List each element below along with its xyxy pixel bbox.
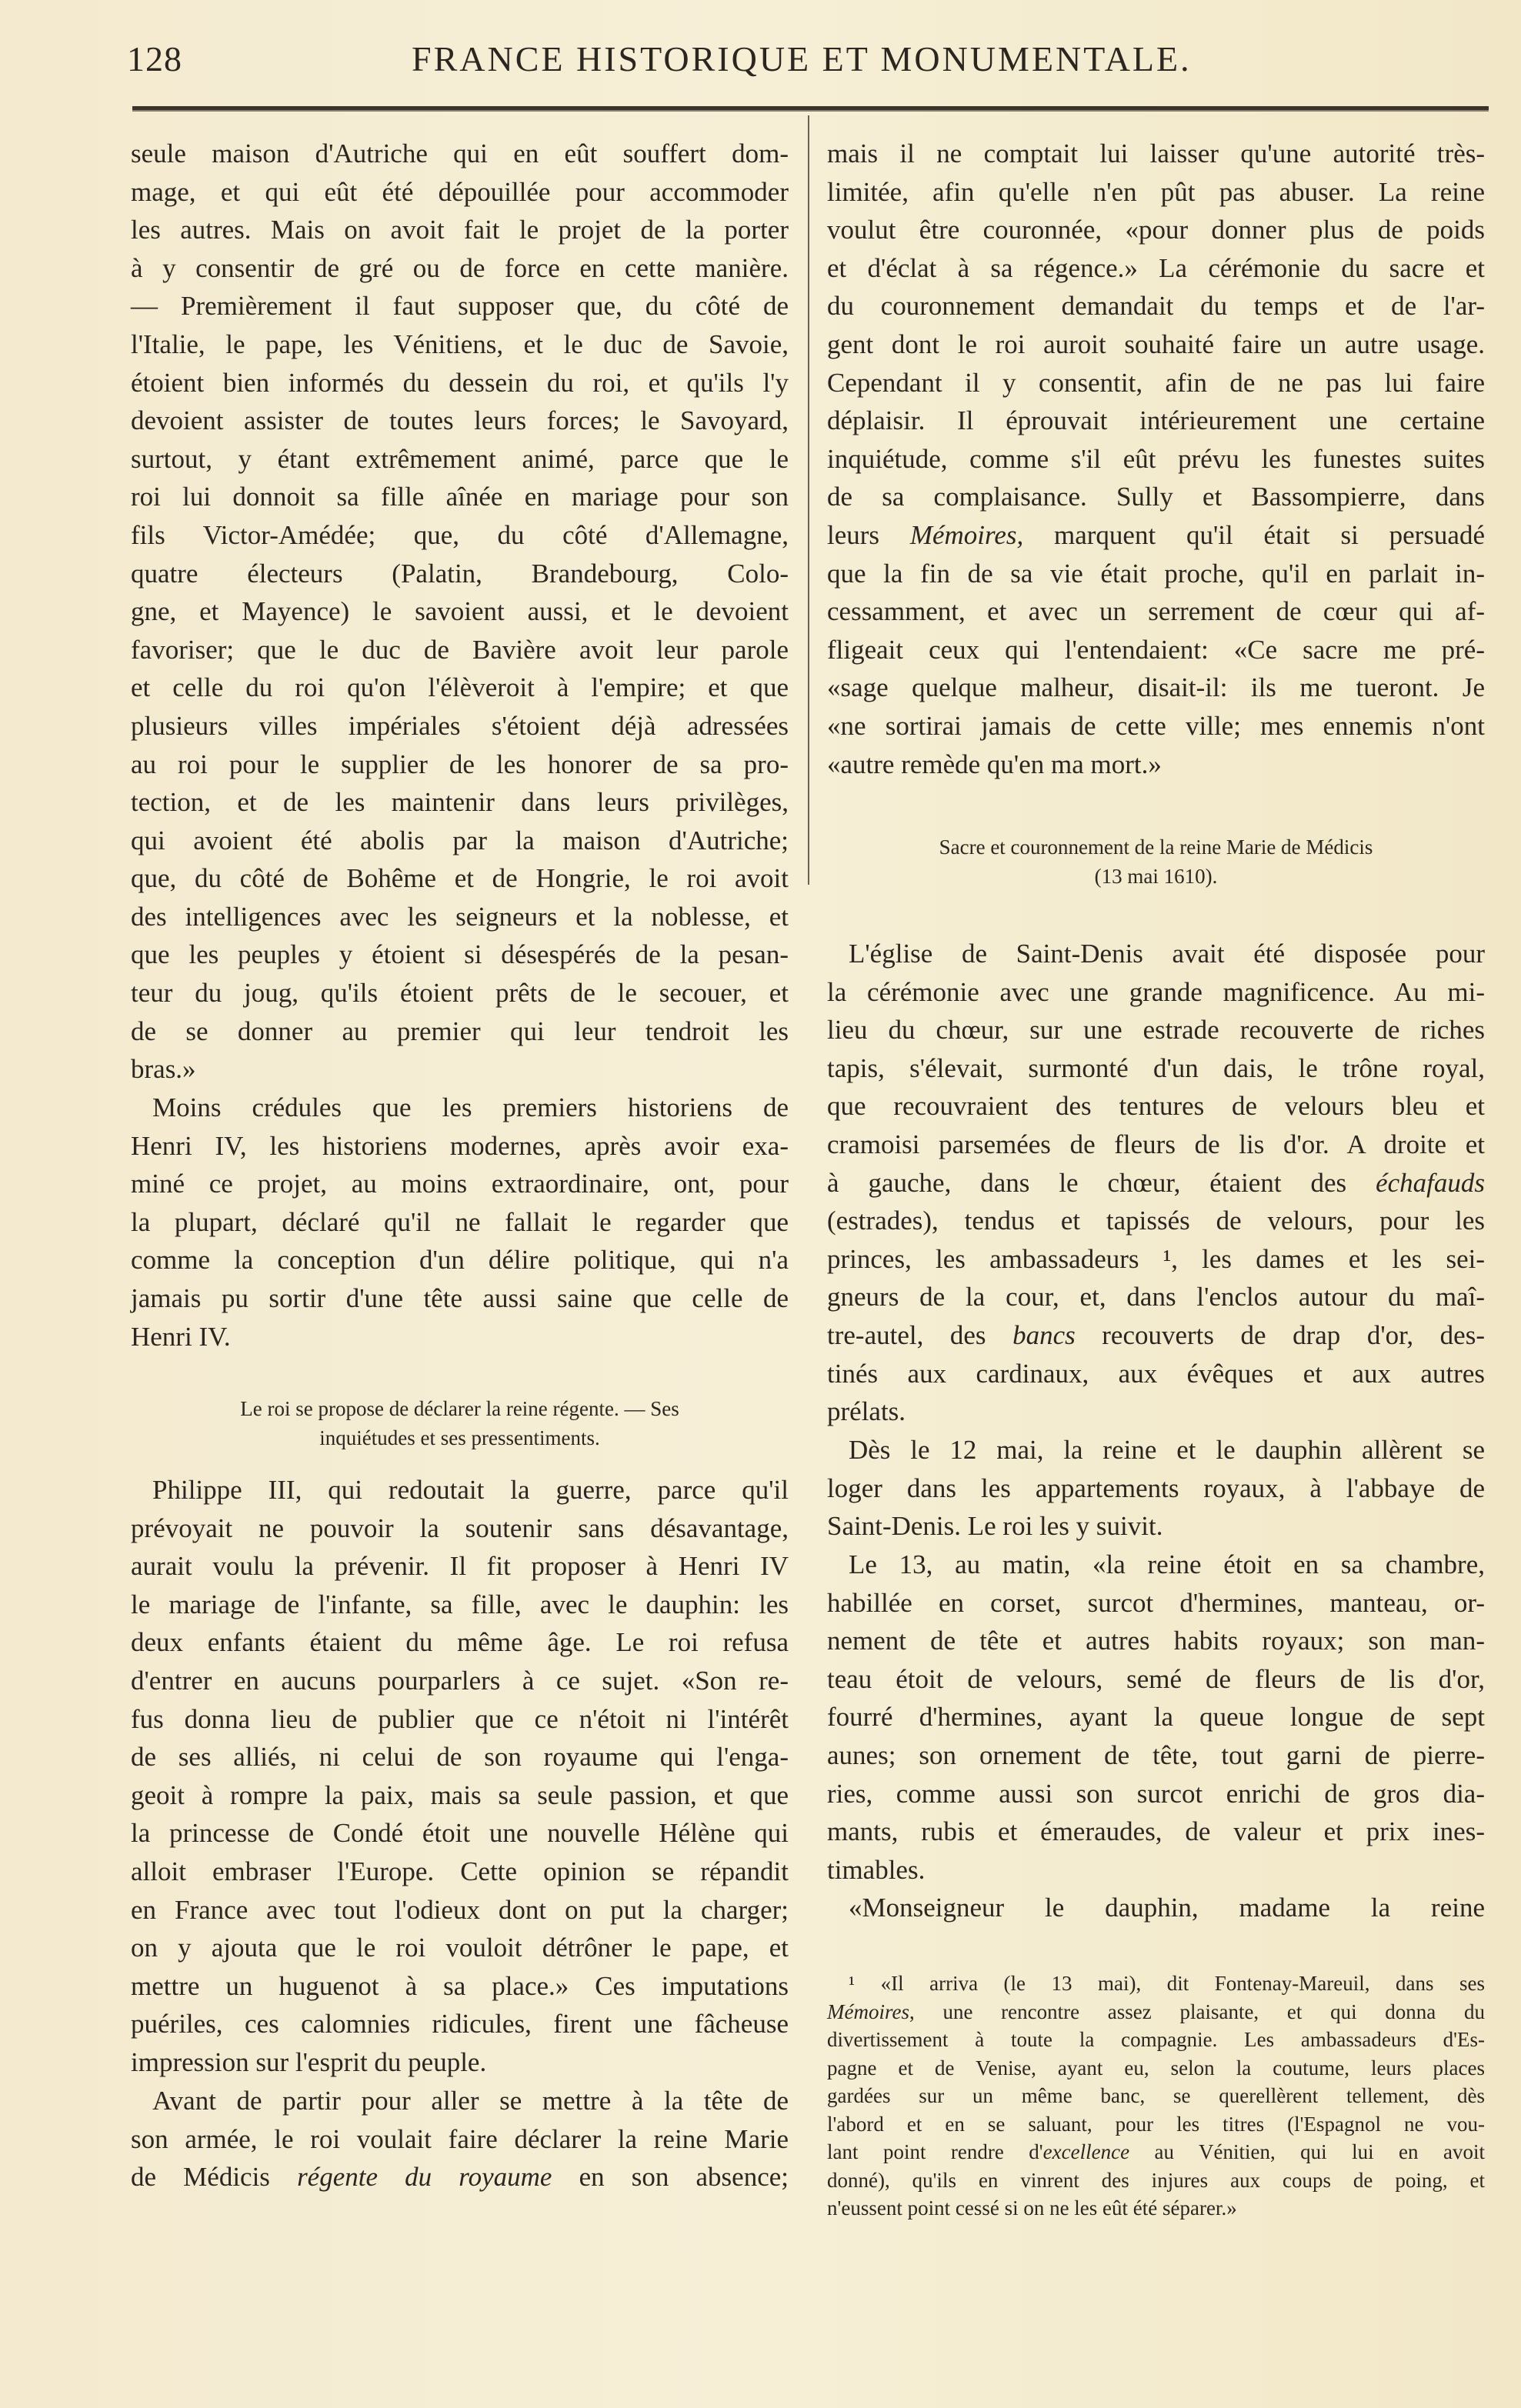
text-line: timables. — [827, 1854, 926, 1885]
paragraph — [131, 1089, 789, 1356]
text-segment: recouverts de drap d'or, des- — [1075, 1319, 1485, 1350]
text-line — [827, 1998, 1485, 2026]
text-line: prévoyait ne pouvoir la soutenir sans désavantage, — [131, 1513, 789, 1543]
italic-text: régente du royaume — [297, 2162, 552, 2193]
text-line: nement de tête et autres habits royaux; son man- — [827, 1626, 1485, 1656]
text-line: gne, et Mayence) le savoient aussi, et le devoient — [131, 596, 789, 627]
text-line: aurait voulu la prévenir. Il fit proposer à Henri IV — [131, 1551, 789, 1582]
text-segment: tre-autel, des — [827, 1319, 1013, 1350]
text-line: Cependant il y consentit, afin de ne pas lui faire — [827, 367, 1485, 398]
page-number: 128 — [127, 39, 182, 78]
text-line: Saint-Denis. Le roi les y suivit. — [827, 1511, 1163, 1542]
text-line: Philippe III, qui redoutait la guerre, parce qu'il — [152, 1475, 789, 1505]
text-line: pagne et de Venise, ayant eu, selon la coutume, leurs places — [827, 2056, 1485, 2079]
text-line: tection, et de les maintenir dans leurs privilèges, — [131, 787, 789, 818]
text-segment: de Médicis — [131, 2162, 298, 2193]
text-line — [131, 2158, 789, 2196]
text-line: à y consentir de gré ou de force en cette manière. — [131, 252, 789, 283]
text-line: surtout, y étant extrêmement animé, parce que le — [131, 443, 789, 474]
paragraph — [827, 1431, 1485, 1546]
text-line: L'église de Saint-Denis avait été disposée pour — [849, 939, 1485, 969]
text-line: aunes; son ornement de tête, tout garni de pierre- — [827, 1739, 1485, 1770]
text-line: miné ce projet, au moins extraordinaire, ont, pour — [131, 1169, 789, 1199]
text-line: que recouvraient des tentures de velours bleu et — [827, 1091, 1485, 1122]
text-line: le mariage de l'infante, sa fille, avec le dauphin: les — [131, 1589, 789, 1619]
text-line: «ne sortirai jamais de cette ville; mes ennemis n'ont — [827, 710, 1485, 741]
text-line: mais il ne comptait lui laisser qu'une autorité très- — [827, 138, 1485, 168]
text-line: de ses alliés, ni celui de son royaume qui l'enga- — [131, 1742, 789, 1773]
paragraph — [131, 135, 789, 1089]
italic-text: excellence — [1042, 2140, 1130, 2163]
text-line — [827, 1164, 1485, 1202]
text-line: «autre remède qu'en ma mort.» — [827, 749, 1162, 779]
text-line: princes, les ambassadeurs ¹, les dames et les sei- — [827, 1243, 1485, 1274]
text-line: de se donner au premier qui leur tendroit les — [131, 1016, 789, 1046]
text-line: voulut être couronnée, «pour donner plus de poids — [827, 215, 1485, 245]
text-line: Dès le 12 mai, la reine et le dauphin allèrent se — [849, 1435, 1485, 1465]
text-segment: au Vénitien, qui lui en avoit — [1129, 2140, 1485, 2163]
text-line: et celle du roi qu'on l'élèveroit à l'empire; et que — [131, 672, 789, 703]
running-title: FRANCE HISTORIQUE ET MONUMENTALE. — [412, 39, 1192, 78]
text-line: déplaisir. Il éprouvait intérieurement une certaine — [827, 405, 1485, 436]
italic-text: échafauds — [1376, 1167, 1485, 1198]
text-line: quatre électeurs (Palatin, Brandebourg, Colo- — [131, 558, 789, 589]
text-line: teur du joug, qu'ils étoient prêts de le secouer, et — [131, 978, 789, 1009]
text-line — [827, 516, 1485, 555]
text-segment: marquent qu'il était si persuadé — [1023, 519, 1485, 550]
text-line: gardées sur un même banc, se querellèrent tellement, dès — [827, 2084, 1485, 2107]
text-segment: , une rencontre assez plaisante, et qui donna du — [909, 1999, 1485, 2023]
paragraph — [827, 135, 1485, 783]
text-line: fligeait ceux qui l'entendaient: «Ce sacre me pré- — [827, 634, 1485, 665]
text-line: fus donna lieu de publier que ce n'étoit ni l'intérêt — [131, 1703, 789, 1734]
text-line: favoriser; que le duc de Bavière avoit leur parole — [131, 634, 789, 665]
text-line: fourré d'hermines, ayant la queue longue de sept — [827, 1702, 1485, 1733]
text-segment: en son absence; — [552, 2162, 789, 2193]
text-line: on y ajouta que le roi vouloit détrôner le pape, et — [131, 1933, 789, 1963]
text-line: cessamment, et avec un serrement de cœur qui af- — [827, 596, 1485, 627]
text-line: plusieurs villes impériales s'étoient déjà adressées — [131, 710, 789, 741]
text-line: Henri IV. — [131, 1321, 231, 1352]
text-line: les autres. Mais on avoit fait le projet de la porter — [131, 215, 789, 245]
text-line: n'eussent point cessé si on ne les eût été séparer.» — [827, 2196, 1237, 2220]
text-line: la princesse de Condé étoit une nouvelle Hélène qui — [131, 1818, 789, 1849]
text-line: Henri IV, les historiens modernes, après avoir exa- — [131, 1130, 789, 1161]
paragraph — [827, 1546, 1485, 1889]
text-line: au roi pour le supplier de les honorer de sa pro- — [131, 749, 789, 779]
text-segment: à gauche, dans le chœur, étaient des — [827, 1167, 1376, 1198]
text-line: seule maison d'Autriche qui en eût souffert dom- — [131, 138, 789, 168]
text-line: «sage quelque malheur, disait-il: ils me tueront. Je — [827, 672, 1485, 703]
text-line: ries, comme aussi son surcot enrichi de gros dia- — [827, 1778, 1485, 1809]
text-line: que, du côté de Bohême et de Hongrie, le roi avoit — [131, 863, 789, 894]
text-line: Moins crédules que les premiers historiens de — [152, 1092, 789, 1122]
text-line: puériles, ces calomnies ridicules, firent une fâcheuse — [131, 2009, 789, 2039]
section-caption — [827, 832, 1485, 891]
italic-text: bancs — [1012, 1319, 1076, 1350]
text-line: tinés aux cardinaux, aux évêques et aux autres — [827, 1358, 1485, 1389]
text-line: bras.» — [131, 1054, 196, 1085]
text-line: Le 13, au matin, «la reine étoit en sa chambre, — [849, 1549, 1485, 1579]
text-segment: lant point rendre d' — [827, 2140, 1043, 2163]
text-line: prélats. — [827, 1396, 906, 1427]
section-caption — [131, 1394, 789, 1452]
text-line: deux enfants étaient du même âge. Le roi refusa — [131, 1627, 789, 1658]
column-divider — [808, 115, 809, 885]
paragraph — [131, 2082, 789, 2196]
text-line: gneurs de la cour, et, dans l'enclos autour du maî- — [827, 1282, 1485, 1312]
text-line: «Monseigneur le dauphin, madame la reine — [849, 1893, 1485, 1923]
text-line: en France avec tout l'odieux dont on put la charger; — [131, 1894, 789, 1925]
text-line: inquiétude, comme s'il eût prévu les funestes suites — [827, 443, 1485, 474]
text-line: jamais pu sortir d'une tête aussi saine que celle de — [131, 1282, 789, 1313]
text-line: (estrades), tendus et tapissés de velours, pour les — [827, 1206, 1485, 1236]
text-line: donné), qu'ils en vinrent des injures aux coups de poing, et — [827, 2168, 1485, 2192]
text-line: divertissement à toute la compagnie. Les ambassadeurs d'Es- — [827, 2028, 1485, 2051]
caption-line: Sacre et couronnement de la reine Marie de Médicis — [939, 835, 1373, 859]
italic-text: Mémoires, — [909, 519, 1024, 550]
text-line: teau étoit de velours, semé de fleurs de lis d'or, — [827, 1663, 1485, 1694]
text-line: étoient bien informés du dessein du roi, et qu'ils l'y — [131, 367, 789, 398]
text-line: alloit embraser l'Europe. Cette opinion se répandit — [131, 1856, 789, 1886]
caption-line: (13 mai 1610). — [1094, 865, 1218, 888]
text-line: comme la conception d'un délire politique, qui n'a — [131, 1245, 789, 1276]
text-line: et d'éclat à sa régence.» La cérémonie du sacre et — [827, 252, 1485, 283]
italic-text: Mémoires — [827, 1999, 909, 2023]
text-line: gent dont le roi auroit souhaité faire un autre usage. — [827, 329, 1485, 359]
text-line: d'entrer en aucuns pourparlers à ce sujet. «Son re- — [131, 1665, 789, 1696]
header-rule — [132, 106, 1489, 112]
text-line: devoient assister de toutes leurs forces; le Savoyard, — [131, 405, 789, 436]
text-line: des intelligences avec les seigneurs et la noblesse, et — [131, 901, 789, 932]
text-line: — Premièrement il faut supposer que, du côté de — [131, 291, 789, 322]
text-line: mants, rubis et émeraudes, de valeur et prix ines- — [827, 1816, 1485, 1847]
paragraph — [827, 1889, 1485, 1927]
paragraph — [131, 1471, 789, 2082]
text-line: tapis, s'élevait, surmonté d'un dais, le trône royal, — [827, 1052, 1485, 1083]
text-line: Avant de partir pour aller se mettre à la tête de — [152, 2086, 789, 2116]
text-line: de sa complaisance. Sully et Bassompierre, dans — [827, 482, 1485, 512]
text-line: la plupart, déclaré qu'il ne fallait le regarder que — [131, 1206, 789, 1237]
text-line: loger dans les appartements royaux, à l'abbaye de — [827, 1472, 1485, 1503]
caption-line: Le roi se propose de déclarer la reine régente. — Ses — [240, 1397, 679, 1420]
text-line: l'abord et en se saluant, pour les titres (l'Espagnol ne vou- — [827, 2112, 1485, 2136]
paragraph — [827, 935, 1485, 1431]
text-line: mettre un huguenot à sa place.» Ces imputations — [131, 1970, 789, 2001]
text-line: limitée, afin qu'elle n'en pût pas abuser. La reine — [827, 176, 1485, 207]
caption-line: inquiétudes et ses pressentiments. — [319, 1426, 600, 1449]
text-line: l'Italie, le pape, les Vénitiens, et le duc de Savoie, — [131, 329, 789, 359]
text-line: habillée en corset, surcot d'hermines, manteau, or- — [827, 1587, 1485, 1618]
text-line: du couronnement demandait du temps et de l'ar- — [827, 291, 1485, 322]
text-line: lieu du chœur, sur une estrade recouverte de riches — [827, 1015, 1485, 1046]
text-line: que les peuples y étoient si désespérés de la pesan- — [131, 939, 789, 970]
text-line: mage, et qui eût été dépouillée pour accommoder — [131, 176, 789, 207]
text-line: cramoisi parsemées de fleurs de lis d'or. A droite et — [827, 1129, 1485, 1159]
text-line — [827, 2138, 1485, 2166]
text-line: qui avoient été abolis par la maison d'Autriche; — [131, 825, 789, 855]
text-segment: leurs — [827, 519, 910, 550]
footnote — [827, 1969, 1485, 2223]
text-line: la cérémonie avec une grande magnificence. Au mi- — [827, 976, 1485, 1007]
text-line: son armée, le roi voulait faire déclarer la reine Marie — [131, 2123, 789, 2154]
text-line: que la fin de sa vie était proche, qu'il en parlait in- — [827, 558, 1485, 589]
text-line: ¹ «Il arriva (le 13 mai), dit Fontenay-Mareuil, dans ses — [849, 1972, 1485, 1995]
text-line: roi lui donnoit sa fille aînée en mariage pour son — [131, 482, 789, 512]
text-line: geoit à rompre la paix, mais sa seule passion, et que — [131, 1779, 789, 1810]
text-line: fils Victor-Amédée; que, du côté d'Allemagne, — [131, 519, 789, 550]
text-line: impression sur l'esprit du peuple. — [131, 2046, 487, 2077]
text-line — [827, 1316, 1485, 1355]
